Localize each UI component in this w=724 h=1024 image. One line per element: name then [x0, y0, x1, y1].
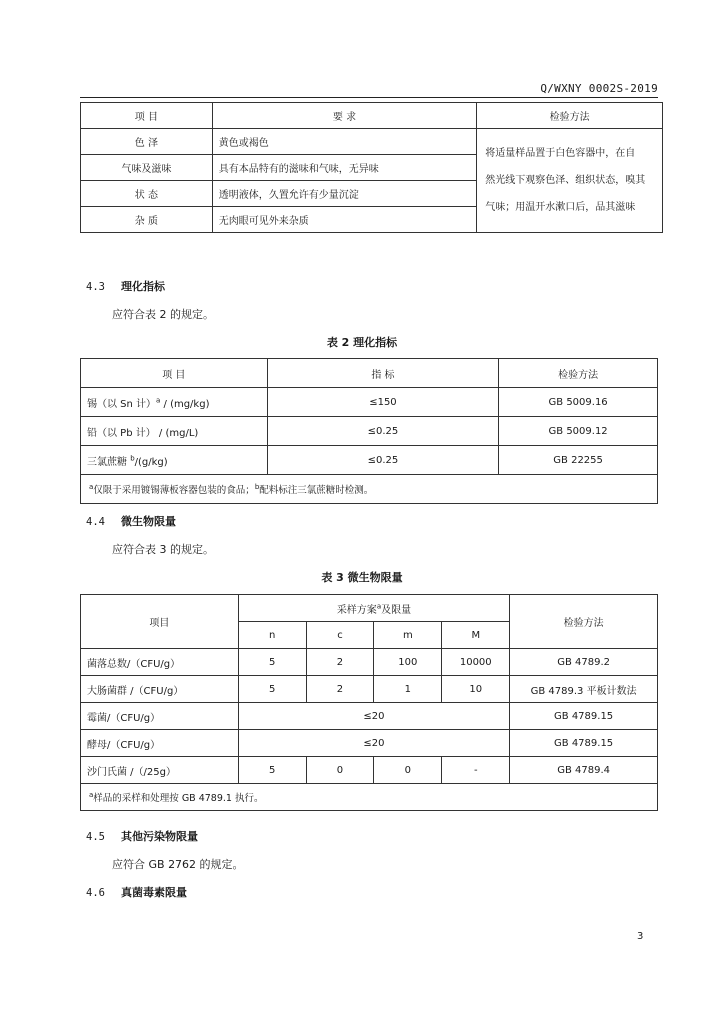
row-requirement: 黄色或褐色 [212, 129, 477, 155]
row-item: 大肠菌群 /（CFU/g） [81, 676, 239, 703]
note-text: 配料标注三氯蔗糖时检测。 [259, 485, 374, 496]
header-sampling-plan [238, 595, 510, 622]
row-value: ≤0.25 [267, 417, 499, 446]
header-method: 检验方法 [477, 103, 663, 129]
page-number: 3 [637, 931, 644, 942]
row-item: 杂 质 [81, 207, 213, 233]
section-number: 4.5 [86, 831, 105, 843]
table-row [81, 730, 658, 757]
row-requirement: 无肉眼可见外来杂质 [212, 207, 477, 233]
row-n: 5 [238, 649, 306, 676]
row-requirement: 具有本品特有的滋味和气味，无异味 [212, 155, 477, 181]
row-n: 5 [238, 676, 306, 703]
section-title: 真菌毒素限量 [120, 886, 187, 899]
item-name: 铅（以 Pb 计） [87, 427, 156, 439]
row-method: GB 4789.15 [510, 730, 658, 757]
row-item: 菌落总数/（CFU/g） [81, 649, 239, 676]
row-m: 1 [374, 676, 442, 703]
section-4-5-text: 应符合 GB 2762 的规定。 [112, 858, 244, 871]
item-name: 锡（以 Sn 计） [87, 398, 157, 410]
row-item: 沙门氏菌 /（/25g） [81, 757, 239, 784]
microbial-limits-table [80, 594, 658, 811]
table-row [81, 417, 658, 446]
row-M: - [442, 757, 510, 784]
header-method: 检验方法 [510, 595, 658, 649]
row-c: 0 [306, 757, 374, 784]
row-method: GB 5009.16 [499, 388, 658, 417]
table-header-row [81, 595, 658, 622]
method-line: 气味；用温开水漱口后，品其滋味 [485, 202, 636, 213]
document-code: Q/WXNY 0002S-2019 [540, 82, 658, 95]
row-c: 2 [306, 676, 374, 703]
header-item: 项目 [81, 595, 239, 649]
section-4-4-heading [86, 513, 176, 529]
note-text: 样品的采样和处理按 GB 4789.1 执行。 [93, 793, 264, 804]
header-item: 项 目 [81, 359, 268, 388]
table-row [81, 446, 658, 475]
row-item: 气味及滋味 [81, 155, 213, 181]
section-title: 理化指标 [120, 280, 165, 293]
subheader-M: M [442, 622, 510, 649]
section-4-6-heading [86, 884, 187, 900]
row-method: GB 4789.3 平板计数法 [510, 676, 658, 703]
table-note [81, 475, 658, 504]
row-method: GB 4789.15 [510, 703, 658, 730]
table-row [81, 703, 658, 730]
footnote-mark: a [376, 602, 382, 611]
footnote-mark: a [156, 396, 161, 405]
sensory-requirements-table [80, 102, 663, 233]
method-line: 将适量样品置于白色容器中，在自 [485, 148, 636, 159]
header-text: 采样方案 [336, 604, 377, 616]
row-value: ≤0.25 [267, 446, 499, 475]
table-row [81, 388, 658, 417]
table-row [81, 676, 658, 703]
row-n: 5 [238, 757, 306, 784]
header-item: 项 目 [81, 103, 213, 129]
footnote-mark: a [89, 790, 94, 799]
section-title: 微生物限量 [120, 515, 176, 528]
table-2-caption: 表 2 理化指标 [326, 336, 398, 349]
table-header-row [81, 103, 663, 129]
section-number: 4.3 [86, 281, 105, 293]
row-item [81, 446, 268, 475]
header-indicator: 指 标 [267, 359, 499, 388]
row-method: GB 5009.12 [499, 417, 658, 446]
row-item: 酵母/（CFU/g） [81, 730, 239, 757]
header-divider [80, 97, 658, 98]
header-method: 检验方法 [499, 359, 658, 388]
row-item [81, 417, 268, 446]
row-item: 状 态 [81, 181, 213, 207]
table-note [81, 784, 658, 811]
footnote-mark: a [89, 482, 94, 491]
row-limit: ≤20 [238, 703, 510, 730]
item-name: 三氯蔗糖 [87, 456, 131, 468]
row-M: 10000 [442, 649, 510, 676]
row-method: GB 22255 [499, 446, 658, 475]
item-unit: / (mg/kg) [160, 398, 210, 410]
subheader-n: n [238, 622, 306, 649]
table-row [81, 649, 658, 676]
item-unit: / (mg/L) [155, 427, 199, 439]
section-4-3-text: 应符合表 2 的规定。 [112, 308, 214, 321]
section-4-4-text: 应符合表 3 的规定。 [112, 543, 214, 556]
method-line: 然光线下观察色泽、组织状态，嗅其 [485, 175, 646, 186]
table-header-row [81, 359, 658, 388]
section-4-3-heading [86, 278, 165, 294]
table-row [81, 757, 658, 784]
row-M: 10 [442, 676, 510, 703]
row-value: ≤150 [267, 388, 499, 417]
row-m: 0 [374, 757, 442, 784]
table-row [81, 129, 663, 155]
row-method: GB 4789.2 [510, 649, 658, 676]
section-title: 其他污染物限量 [120, 830, 198, 843]
header-text: 及限量 [381, 604, 412, 616]
footnote-mark: b [254, 482, 260, 491]
physicochemical-table [80, 358, 658, 504]
row-c: 2 [306, 649, 374, 676]
row-requirement: 透明液体，久置允许有少量沉淀 [212, 181, 477, 207]
item-unit: /(g/kg) [134, 456, 168, 468]
row-limit: ≤20 [238, 730, 510, 757]
table-note-row [81, 475, 658, 504]
row-item: 霉菌/（CFU/g） [81, 703, 239, 730]
table-3-caption: 表 3 微生物限量 [321, 571, 403, 584]
footnote-mark: b [130, 454, 135, 463]
subheader-c: c [306, 622, 374, 649]
sensory-method-cell [477, 129, 663, 233]
note-text: 仅限于采用镀锡薄板容器包装的食品； [93, 485, 255, 496]
row-m: 100 [374, 649, 442, 676]
row-item [81, 388, 268, 417]
section-4-5-heading [86, 828, 198, 844]
section-number: 4.6 [86, 887, 105, 899]
subheader-m: m [374, 622, 442, 649]
table-note-row [81, 784, 658, 811]
row-item: 色 泽 [81, 129, 213, 155]
section-number: 4.4 [86, 516, 105, 528]
row-method: GB 4789.4 [510, 757, 658, 784]
header-requirement: 要 求 [212, 103, 477, 129]
